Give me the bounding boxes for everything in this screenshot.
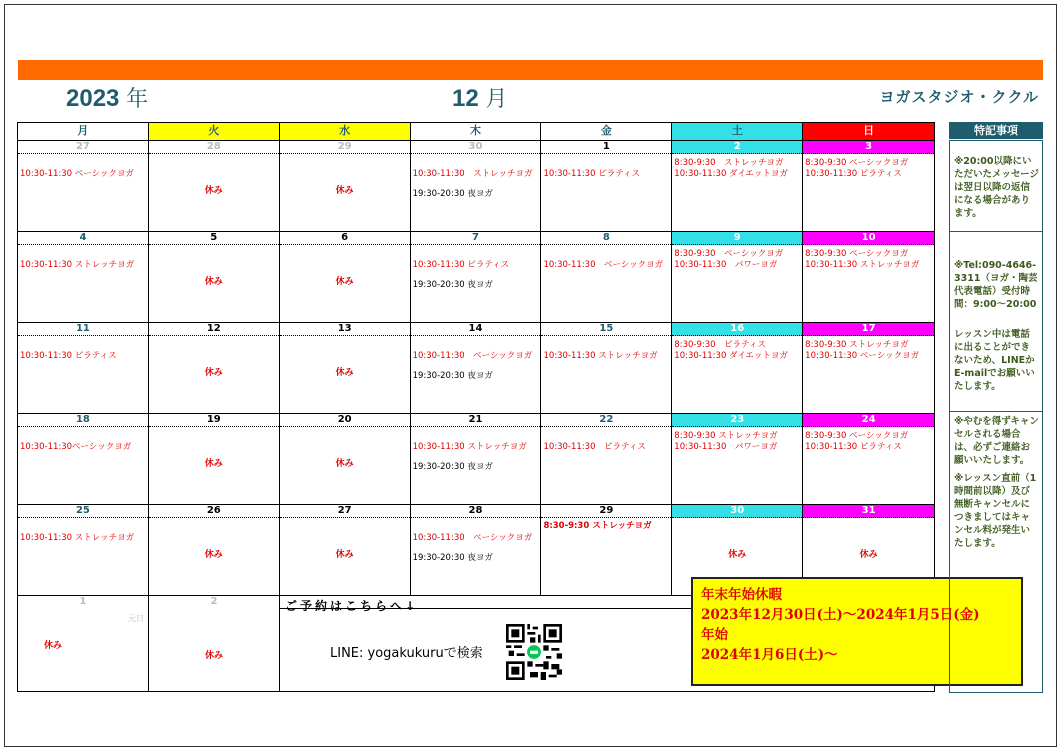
lesson-entry: 10:30-11:30 パワーヨガ bbox=[674, 260, 778, 270]
lesson-entry: 10:30-11:30 ベーシックヨガ bbox=[412, 533, 533, 543]
day-number: 16 bbox=[672, 323, 802, 336]
day-number: 4 bbox=[18, 232, 148, 245]
closed-label: 休み bbox=[204, 459, 223, 469]
day-number: 5 bbox=[149, 232, 279, 245]
lesson-entry: 10:30-11:30ベーシックヨガ bbox=[20, 442, 132, 452]
day-number: 24 bbox=[803, 414, 934, 427]
year-heading: 2023 年 bbox=[66, 85, 149, 112]
day-number: 1 bbox=[79, 596, 87, 607]
notes-panel bbox=[949, 140, 1043, 693]
day-number: 28 bbox=[411, 505, 541, 518]
new-year-title: 年始 bbox=[701, 627, 728, 643]
day-cell[interactable] bbox=[149, 414, 280, 504]
day-number: 17 bbox=[803, 323, 934, 336]
day-number: 23 bbox=[672, 414, 802, 427]
day-cell[interactable] bbox=[541, 141, 672, 231]
day-number: 22 bbox=[541, 414, 671, 427]
weekday-header-row bbox=[18, 123, 934, 141]
lesson-entry: 10:30-11:30 パワーヨガ bbox=[674, 442, 778, 452]
line-search-text: LINE: yogakukuruで検索 bbox=[330, 646, 483, 661]
day-number: 7 bbox=[411, 232, 541, 245]
lesson-entry: 10:30-11:30 ピラティス bbox=[805, 169, 902, 179]
day-number: 26 bbox=[149, 505, 279, 518]
note-cancel-fee: ※レッスン直前（1時間前以降）及び無断キャンセルにつきましてはキャンセル料が発生いたします。 bbox=[954, 473, 1037, 549]
lesson-entry: 10:30-11:30 ベーシックヨガ bbox=[20, 169, 134, 179]
day-number: 30 bbox=[411, 141, 541, 154]
weekday-header: 水 bbox=[280, 123, 411, 140]
day-number: 28 bbox=[149, 141, 279, 154]
day-number: 10 bbox=[803, 232, 934, 245]
day-number: 27 bbox=[18, 141, 148, 154]
day-cell[interactable] bbox=[411, 414, 542, 504]
day-number: 30 bbox=[672, 505, 802, 518]
day-cell[interactable] bbox=[541, 505, 672, 595]
weekday-header: 金 bbox=[541, 123, 672, 140]
day-number: 14 bbox=[411, 323, 541, 336]
weekday-header: 土 bbox=[672, 123, 803, 140]
weekday-header: 日 bbox=[803, 123, 934, 140]
lesson-entry: 10:30-11:30 ダイエットヨガ bbox=[674, 351, 788, 361]
day-number: 9 bbox=[672, 232, 802, 245]
lesson-entry: 8:30-9:30 ストレッチヨガ bbox=[805, 340, 909, 350]
closed-label: 休み bbox=[335, 186, 354, 196]
lesson-entry: 10:30-11:30 ストレッチヨガ bbox=[412, 169, 533, 179]
holiday-title: 年末年始休暇 bbox=[701, 587, 782, 603]
day-number: 18 bbox=[18, 414, 148, 427]
day-cell[interactable] bbox=[411, 505, 542, 595]
new-year-start: 2024年1月6日(土)～ bbox=[701, 647, 838, 663]
day-number: 2 bbox=[210, 596, 218, 607]
closed-label: 休み bbox=[204, 550, 223, 560]
day-number: 27 bbox=[280, 505, 410, 518]
closed-label: 休み bbox=[43, 641, 62, 651]
day-number: 13 bbox=[280, 323, 410, 336]
day-cell[interactable] bbox=[149, 232, 280, 322]
lesson-entry: 8:30-9:30 ストレッチヨガ bbox=[674, 158, 784, 168]
lesson-entry: 8:30-9:30 ピラティス bbox=[674, 340, 766, 350]
week-row bbox=[18, 322, 934, 413]
day-cell[interactable] bbox=[803, 232, 934, 322]
reservation-label: ご予約はこちらへ↓ bbox=[285, 599, 419, 613]
day-number: 20 bbox=[280, 414, 410, 427]
day-cell[interactable] bbox=[672, 141, 803, 231]
day-cell[interactable] bbox=[18, 505, 149, 595]
day-cell[interactable] bbox=[18, 141, 149, 231]
lesson-entry: 19:30-20:30 夜ヨガ bbox=[412, 371, 493, 381]
weekday-header: 月 bbox=[18, 123, 149, 140]
week-row bbox=[18, 140, 934, 231]
day-number: 15 bbox=[541, 323, 671, 336]
day-cell[interactable] bbox=[18, 232, 149, 322]
day-number: 2 bbox=[672, 141, 802, 154]
lesson-entry: 10:30-11:30 ピラティス bbox=[20, 351, 117, 361]
lesson-entry: 10:30-11:30 ベーシックヨガ bbox=[543, 260, 664, 270]
notes-divider bbox=[950, 411, 1042, 412]
day-cell[interactable] bbox=[18, 414, 149, 504]
notes-title: 特記事項 bbox=[949, 122, 1043, 139]
day-cell[interactable] bbox=[280, 141, 411, 231]
lesson-entry: 10:30-11:30 ピラティス bbox=[412, 260, 510, 270]
day-cell[interactable] bbox=[803, 414, 934, 504]
day-cell[interactable] bbox=[149, 505, 280, 595]
lesson-entry: 10:30-11:30 ダイエットヨガ bbox=[674, 169, 788, 179]
lesson-entry: 10:30-11:30 ピラティス bbox=[543, 442, 646, 452]
lesson-entry: 8:30-9:30 ベーシックヨガ bbox=[805, 158, 909, 168]
day-number: 1 bbox=[541, 141, 671, 154]
day-cell[interactable] bbox=[672, 232, 803, 322]
qr-code-icon[interactable] bbox=[506, 624, 562, 680]
lesson-entry: 8:30-9:30 ストレッチヨガ bbox=[674, 431, 778, 441]
lesson-entry: 10:30-11:30 ストレッチヨガ bbox=[20, 533, 135, 543]
note-contact-method: レッスン中は電話に出ることができないため、LINEかE-mailでお願いいたします。 bbox=[954, 329, 1035, 392]
lesson-entry: 19:30-20:30 夜ヨガ bbox=[412, 280, 493, 290]
day-cell[interactable] bbox=[18, 323, 149, 413]
orange-header-bar bbox=[18, 60, 1043, 80]
month-heading: 12 月 bbox=[452, 85, 508, 112]
day-number: 12 bbox=[149, 323, 279, 336]
closed-label: 休み bbox=[204, 186, 223, 196]
lesson-entry: 10:30-11:30 ストレッチヨガ bbox=[412, 442, 527, 452]
lesson-entry: 10:30-11:30 ストレッチヨガ bbox=[543, 351, 658, 361]
studio-name: ヨガスタジオ・ククル bbox=[879, 88, 1039, 106]
lesson-entry: 10:30-11:30 ストレッチヨガ bbox=[20, 260, 135, 270]
note-reply-time: ※20:00以降にいただいたメッセージは翌日以降の返信になる場合があります。 bbox=[954, 156, 1039, 219]
lesson-entry: 8:30-9:30 ストレッチヨガ bbox=[543, 521, 652, 531]
day-number: 29 bbox=[280, 141, 410, 154]
weekday-header: 木 bbox=[411, 123, 542, 140]
day-number: 6 bbox=[280, 232, 410, 245]
day-number: 8 bbox=[541, 232, 671, 245]
week-row bbox=[18, 231, 934, 322]
day-cell[interactable] bbox=[280, 232, 411, 322]
day-cell[interactable] bbox=[280, 505, 411, 595]
lesson-entry: 19:30-20:30 夜ヨガ bbox=[412, 462, 493, 472]
lesson-entry: 10:30-11:30 ピラティス bbox=[805, 442, 902, 452]
lesson-entry: 8:30-9:30 ベーシックヨガ bbox=[674, 249, 784, 259]
new-years-day-label: 元日 bbox=[128, 614, 144, 623]
day-cell[interactable] bbox=[280, 414, 411, 504]
closed-label: 休み bbox=[335, 368, 354, 378]
day-cell[interactable] bbox=[541, 414, 672, 504]
day-number: 25 bbox=[18, 505, 148, 518]
day-number: 21 bbox=[411, 414, 541, 427]
day-cell[interactable] bbox=[541, 323, 672, 413]
lesson-entry: 8:30-9:30 ベーシックヨガ bbox=[805, 249, 909, 259]
closed-label: 休み bbox=[335, 550, 354, 560]
day-cell[interactable] bbox=[803, 141, 934, 231]
day-number: 11 bbox=[18, 323, 148, 336]
lesson-entry: 19:30-20:30 夜ヨガ bbox=[412, 189, 493, 199]
closed-label: 休み bbox=[204, 277, 223, 287]
lesson-entry: 8:30-9:30 ベーシックヨガ bbox=[805, 431, 909, 441]
day-cell[interactable] bbox=[411, 232, 542, 322]
holiday-period: 2023年12月30日(土)～2024年1月5日(金) bbox=[701, 607, 980, 623]
day-cell[interactable] bbox=[149, 141, 280, 231]
weekday-header: 火 bbox=[149, 123, 280, 140]
closed-label: 休み bbox=[335, 459, 354, 469]
day-number: 19 bbox=[149, 414, 279, 427]
day-cell[interactable] bbox=[541, 232, 672, 322]
closed-label: 休み bbox=[335, 277, 354, 287]
closed-label: 休み bbox=[859, 550, 878, 560]
note-cancel: ※やむを得ずキャンセルされる場合は、必ずご連絡お願いいたします。 bbox=[954, 416, 1039, 466]
day-number: 29 bbox=[541, 505, 671, 518]
lesson-entry: 10:30-11:30 ピラティス bbox=[543, 169, 641, 179]
day-cell[interactable] bbox=[411, 323, 542, 413]
closed-label: 休み bbox=[204, 651, 223, 661]
notes-divider bbox=[950, 231, 1042, 232]
day-cell[interactable] bbox=[672, 414, 803, 504]
day-cell[interactable] bbox=[411, 141, 542, 231]
lesson-entry: 10:30-11:30 ストレッチヨガ bbox=[805, 260, 920, 270]
day-cell[interactable] bbox=[280, 323, 411, 413]
note-phone: ※Tel:090-4646-3311（ヨガ・陶芸代表電話）受付時間：9:00～20:00 bbox=[954, 260, 1038, 310]
closed-label: 休み bbox=[204, 368, 223, 378]
day-cell[interactable] bbox=[149, 323, 280, 413]
day-cell[interactable] bbox=[672, 323, 803, 413]
lesson-entry: 19:30-20:30 夜ヨガ bbox=[412, 553, 493, 563]
day-cell[interactable] bbox=[18, 596, 149, 691]
day-number: 3 bbox=[803, 141, 934, 154]
day-cell[interactable] bbox=[803, 323, 934, 413]
day-number: 31 bbox=[803, 505, 934, 518]
week-row bbox=[18, 413, 934, 504]
lesson-entry: 10:30-11:30 ベーシックヨガ bbox=[412, 351, 533, 361]
lesson-entry: 10:30-11:30 ベーシックヨガ bbox=[805, 351, 920, 361]
closed-label: 休み bbox=[728, 550, 747, 560]
day-cell[interactable] bbox=[149, 596, 280, 691]
